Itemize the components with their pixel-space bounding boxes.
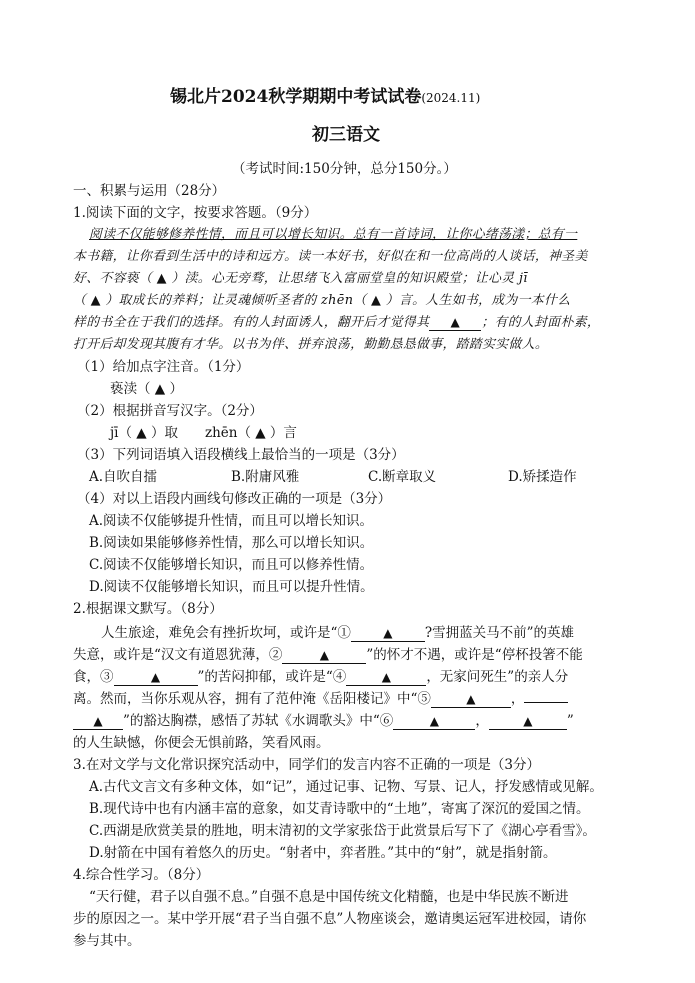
triangle-mark: ▲ <box>450 315 461 329</box>
recital-text: 离。然而，当你乐观从容，拥有了范仲淹《岳阳楼记》中“⑤ <box>73 691 431 707</box>
answer-blank-6b[interactable] <box>489 714 567 730</box>
q3-stem: 3.在对文学与文化常识探究活动中，同学们的发言内容不正确的一项是（3分） <box>73 757 540 773</box>
passage-line: 打开后却发现其腹有才华。以书为伴、拼弃浪荡，勤勤恳恳做事，踏踏实实做人。 <box>73 337 549 352</box>
passage-text: ；有的人封面朴素， <box>481 315 601 330</box>
triangle-mark: ▲ <box>466 692 476 706</box>
passage-line: 本书籍，让你看到生活中的诗和远方。读一本好书，好似在和一位高尚的人谈话，神圣美 <box>73 249 588 264</box>
answer-blank-5b-start[interactable] <box>524 702 568 703</box>
recital-text: ” <box>566 713 574 729</box>
triangle-mark: ▲ <box>150 670 161 684</box>
recital-text: ， <box>475 713 489 729</box>
passage-line: （ ▲ ）取成长的养料；让灵魂倾听圣者的 zhēn（ ▲ ）言。人生如书，成为一本什么 <box>73 293 571 308</box>
q1-sub2: （2）根据拼音写汉字。（2分） <box>77 403 263 419</box>
q1-sub4: （4）对以上语段内画线句修改正确的一项是（3分） <box>77 491 392 507</box>
passage-text: 样的书全在于我们的选择。有的人封面诱人，翻开后才觉得其 <box>73 315 430 330</box>
recital-line: 的人生缺憾，你便会无惧前路，笑看风雨。 <box>73 735 330 751</box>
triangle-mark: ▲ <box>319 648 330 662</box>
answer-blank-4[interactable] <box>346 670 426 686</box>
answer-blank[interactable] <box>429 315 481 331</box>
recital-line <box>73 690 568 708</box>
option-b[interactable]: B.附庸风雅 <box>231 469 300 485</box>
recital-line <box>73 646 583 664</box>
answer-blank-6a[interactable] <box>393 714 475 730</box>
recital-text: ，无家问死生”的亲人分 <box>426 669 569 685</box>
triangle-mark: ▲ <box>429 714 439 728</box>
answer-blank-3[interactable] <box>114 670 198 686</box>
option-b[interactable]: B.阅读如果能够修养性情，那么可以增长知识。 <box>89 535 374 551</box>
option-b[interactable]: B.现代诗中也有内涵丰富的意象，如艾青诗歌中的“土地”，寄寓了深沉的爱国之情。 <box>89 801 590 817</box>
option-a[interactable]: A.古代文言文有多种文体，如“记”，通过记事、记物、写景、记人，抒发感情或见解。 <box>89 779 603 795</box>
answer-blank-5b[interactable] <box>73 714 123 730</box>
passage-line <box>73 314 600 332</box>
passage-line <box>89 226 577 244</box>
recital-line <box>101 624 574 642</box>
q2-stem: 2.根据课文默写。（8分） <box>73 601 223 617</box>
option-a[interactable]: A.阅读不仅能够提升性情，而且可以增长知识。 <box>89 513 374 529</box>
option-d[interactable]: D.阅读不仅能够增长知识，而且可以提升性情。 <box>89 579 374 595</box>
q4-stem: 4.综合性学习。（8分） <box>73 867 210 883</box>
title-text: 锡北片2024秋学期期中考试试卷 <box>170 87 422 107</box>
option-c[interactable]: C.阅读不仅能够增长知识，而且可以修养性情。 <box>89 557 374 573</box>
answer-blank-5a[interactable] <box>431 692 511 708</box>
triangle-mark: ▲ <box>381 670 391 684</box>
q1-sub1-item: 亵渎（ ▲ ） <box>110 381 183 397</box>
option-a[interactable]: A.自吹自擂 <box>89 469 158 485</box>
underlined-sentence: 阅读不仅能够修养性情，而且可以增长知识。总有一首诗词，让你心绪荡漾；总有一 <box>89 227 578 242</box>
exam-title <box>170 88 480 107</box>
option-d[interactable]: D.矫揉造作 <box>508 469 577 485</box>
exam-info: （考试时间:150分钟，总分150分。） <box>232 161 457 177</box>
recital-text: ”的怀才不遇，或许是“停杯投箸不能 <box>366 647 583 663</box>
q1-sub2-item: jī（ ▲ ）取 zhēn（ ▲ ）言 <box>110 425 297 441</box>
recital-text: 失意，或许是“汉文有道恩犹薄，② <box>73 647 283 663</box>
triangle-mark: ▲ <box>93 714 103 728</box>
recital-text: ”的苦闷抑郁，或许是“④ <box>197 669 347 685</box>
recital-line <box>73 668 568 686</box>
triangle-mark: ▲ <box>523 714 533 728</box>
subject-title: 初三语文 <box>312 125 380 145</box>
section-heading: 一、积累与运用（28分） <box>73 183 226 199</box>
recital-line <box>73 712 574 730</box>
answer-blank-2[interactable] <box>282 648 366 664</box>
recital-text: ?雪拥蓝关马不前”的英雄 <box>424 625 575 641</box>
q4-text: 步的原因之一。某中学开展“君子当自强不息”人物座谈会，邀请奥运冠军进校园，请你 <box>73 911 587 927</box>
option-d[interactable]: D.射箭在中国有着悠久的历史。“射者中，弈者胜。”其中的“射”，就是指射箭。 <box>89 845 557 861</box>
q4-text: “天行健，君子以自强不息。”自强不息是中国传统文化精髓，也是中华民族不断进 <box>89 889 569 905</box>
q1-sub3: （3）下列词语填入语段横线上最恰当的一项是（3分） <box>77 447 405 463</box>
title-date: (2024.11) <box>421 91 481 105</box>
answer-blank-1[interactable] <box>351 626 425 642</box>
recital-text: 人生旅途，难免会有挫折坎坷，或许是“① <box>101 625 351 641</box>
option-c[interactable]: C.西湖是欣赏美景的胜地，明末清初的文学家张岱于此赏景后写下了《湖心亭看雪》。 <box>89 823 596 839</box>
q4-text: 参与其中。 <box>73 933 141 949</box>
recital-text: 食，③ <box>73 669 114 685</box>
recital-text: ， <box>510 691 525 707</box>
recital-text: ”的豁达胸襟，感悟了苏轼《水调歌头》中“⑥ <box>123 713 394 729</box>
option-c[interactable]: C.断章取义 <box>368 469 437 485</box>
passage-line: 好、不容亵（ ▲ ）渎。心无旁骛，让思绪飞入富丽堂皇的知识殿堂；让心灵 jī <box>73 271 528 286</box>
triangle-mark: ▲ <box>383 626 393 640</box>
q1-sub1: （1）给加点字注音。（1分） <box>77 359 250 375</box>
q1-stem: 1.阅读下面的文字，按要求答题。（9分） <box>73 205 318 221</box>
